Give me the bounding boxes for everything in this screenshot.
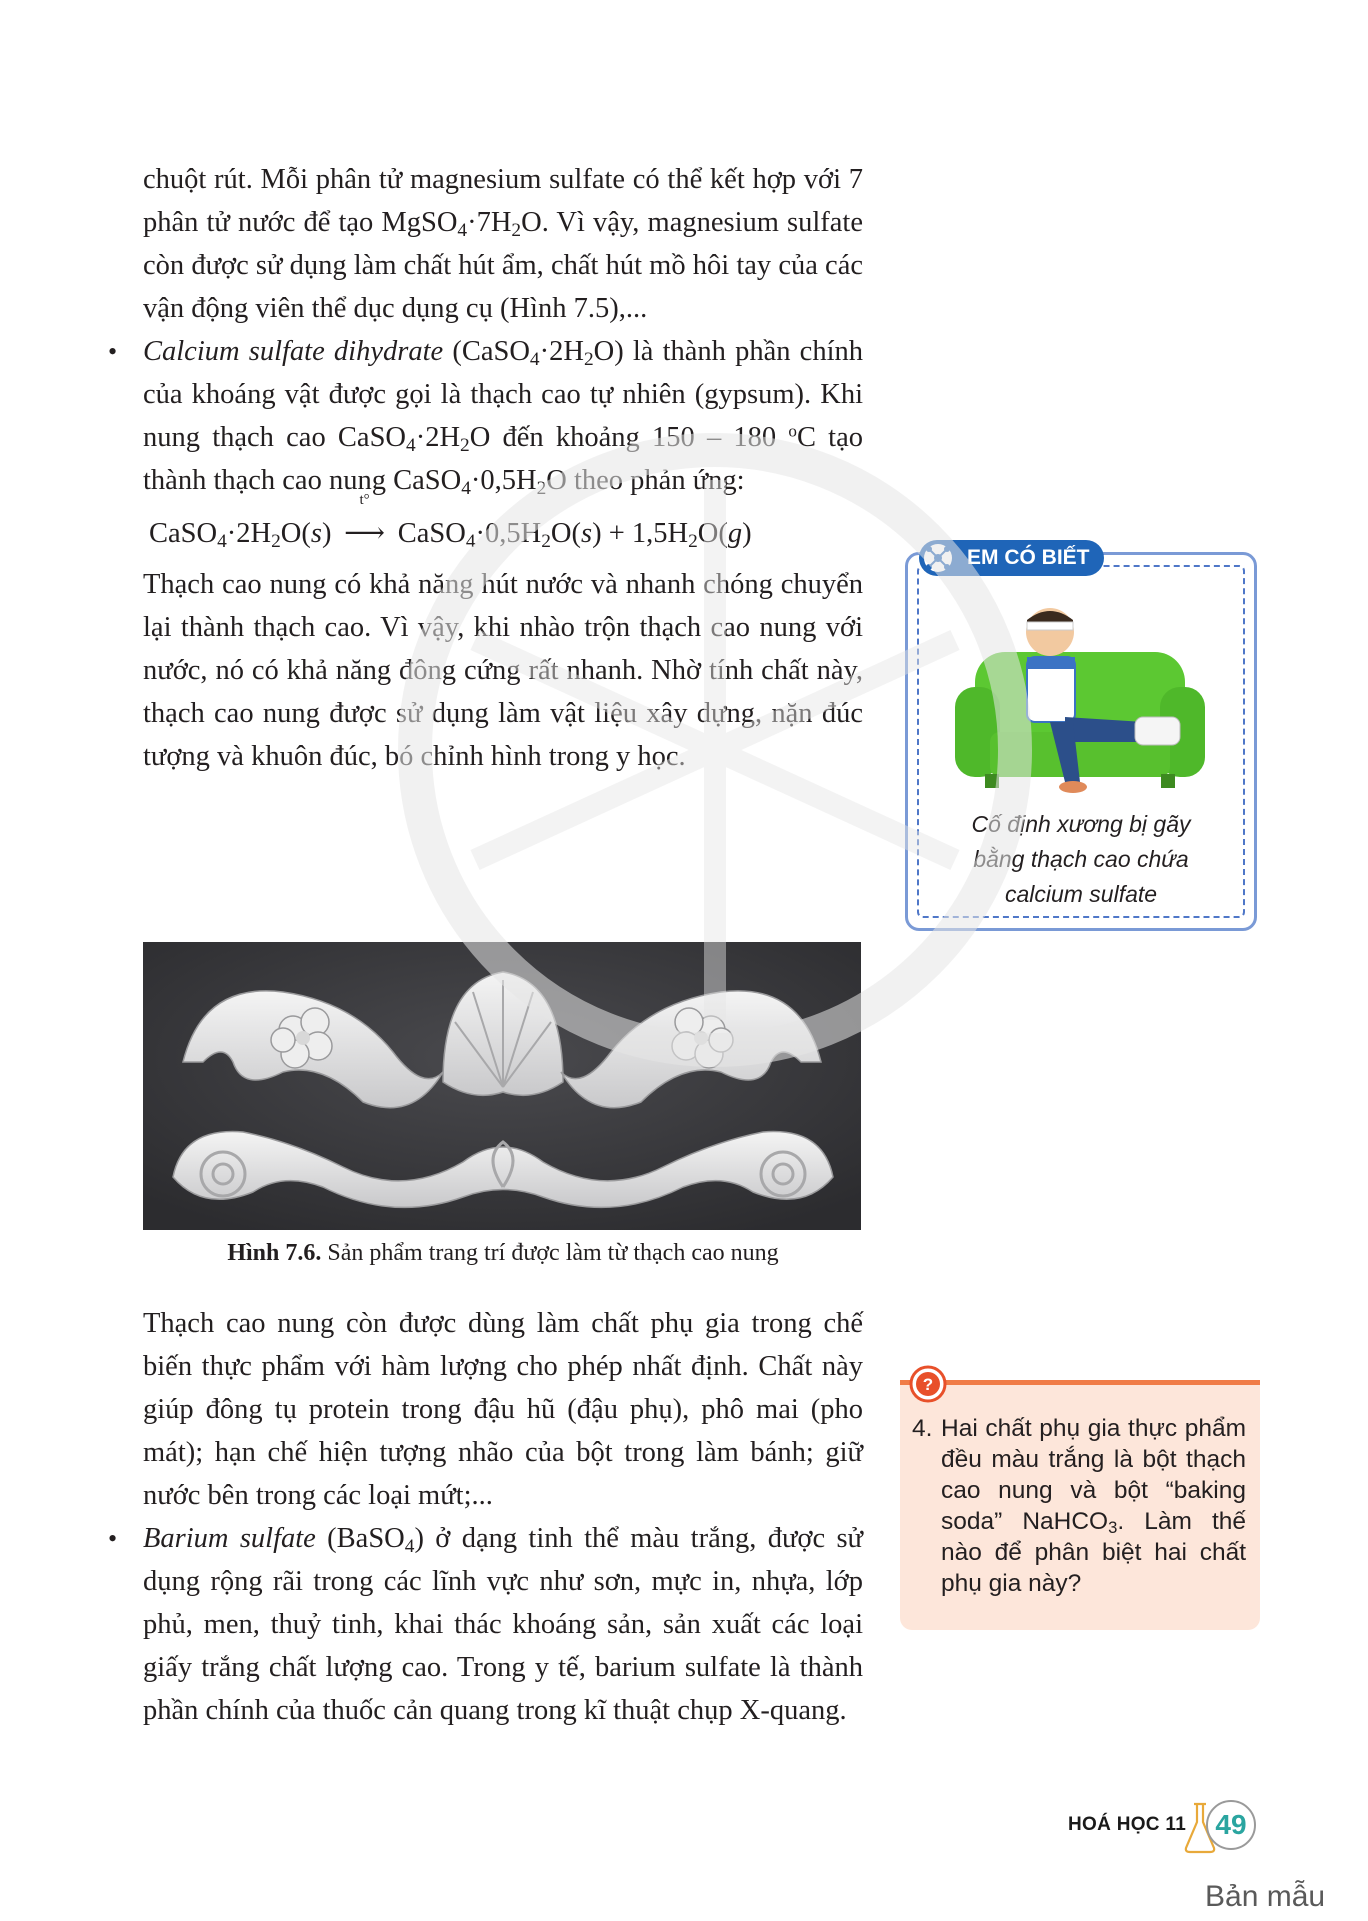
bullet-dot: •: [108, 1524, 118, 1553]
did-you-know-caption: [925, 807, 1237, 912]
page-number: 49: [1206, 1800, 1256, 1850]
paragraph-magnesium-sulfate: [143, 158, 863, 330]
subscript: 4: [404, 1535, 415, 1557]
text-fragment: ): [321, 518, 332, 549]
text-fragment: (BaSO: [315, 1523, 405, 1554]
text-fragment: ): [742, 518, 752, 549]
bullet-dot: •: [108, 337, 118, 366]
text-fragment: ·2H: [415, 422, 461, 453]
subscript: 4: [457, 219, 468, 241]
subscript: 4: [217, 530, 227, 552]
atom-icon: [923, 543, 953, 573]
text-fragment: ·0,5H: [475, 518, 542, 549]
question-number: 4.: [912, 1415, 933, 1442]
text-fragment: O) là thành phần chính của khoáng vật được gọi là thạch cao tự nhiên (gypsum). Khi nung thạch cao CaSO: [143, 336, 863, 453]
main-text-column: [108, 158, 863, 778]
figure-caption-text: Sản phẩm trang trí được làm từ thạch cao nung: [321, 1240, 779, 1266]
text-fragment: (CaSO: [452, 336, 530, 367]
text-fragment: ·7H: [467, 207, 512, 238]
text-fragment: O(: [697, 518, 728, 549]
text-fragment: O theo phản ứng:: [546, 465, 745, 496]
text-fragment: ·2H: [539, 336, 584, 367]
state-symbol: s: [310, 518, 322, 549]
did-you-know-badge: [919, 540, 1104, 576]
text-line: với 7 phân tử nước để tạo MgSO: [143, 164, 863, 238]
text-fragment: O đến khoảng 150 – 180: [469, 422, 789, 453]
text-fragment: ) ở dạng tinh thể màu trắng, được sử dụng rộng rãi trong các lĩnh vực như sơn, mực in, nhựa, lớp phủ, men, thuỷ tinh, khai thác khoáng sản, sản xuất các loại giấy trắng chất lượng cao. Trong y tế, barium sulfate là thành phần chính của thuốc cản quang trong kĩ thuật chụp X-quang.: [143, 1523, 863, 1726]
text-fragment: O(: [550, 518, 581, 549]
text-fragment: ·0,5H: [470, 465, 537, 496]
text-fragment: CaSO: [149, 518, 218, 549]
arrow-condition: t°: [359, 492, 370, 508]
caption-line: calcium sulfate: [1004, 881, 1158, 907]
state-symbol: s: [580, 518, 593, 549]
question-icon: [909, 1365, 947, 1403]
text-fragment: magnesium sulfate còn được sử dụng làm chất hút ẩm, chất hút mồ hôi tay của các vận động viên thể dục dụng cụ (Hình 7.5),...: [143, 207, 863, 324]
term-barium-sulfate: Barium sulfate: [143, 1523, 316, 1554]
state-symbol: g: [727, 518, 743, 549]
text-fragment: Hai chất phụ gia thực phẩm đều màu trắng là bột thạch cao nung và bột “baking soda” NaHCO: [941, 1415, 1246, 1535]
subscript: 4: [529, 348, 540, 370]
text-fragment: C tạo thành thạch cao nung CaSO: [143, 422, 863, 496]
plaster-ornament-image: [143, 942, 861, 1230]
figure-plaster-ornaments: [143, 942, 861, 1230]
page-footer: [1068, 1796, 1268, 1856]
text-fragment: . Làm thế nào để phân biệt hai chất phụ gia này?: [941, 1508, 1247, 1597]
figure-label: Hình 7.6.: [227, 1240, 322, 1266]
main-text-column-2: [108, 1302, 863, 1732]
boy-with-cast-illustration: [955, 582, 1205, 802]
text-fragment: + 1,5H: [601, 518, 689, 549]
did-you-know-title: EM CÓ BIẾT: [967, 546, 1090, 569]
subscript: 4: [461, 477, 471, 499]
subscript: 2: [688, 530, 698, 552]
text-line: chuột rút. Mỗi phân tử magnesium sulfate có thể kết hợp: [143, 164, 797, 195]
watermark-text: Bản mẫu: [1205, 1880, 1326, 1913]
subscript: 2: [583, 348, 594, 370]
reaction-arrow: [339, 492, 391, 555]
text-fragment: CaSO: [397, 518, 466, 549]
question-text: [941, 1413, 1246, 1599]
question-4: [912, 1413, 1246, 1599]
bullet-calcium-sulfate: [108, 330, 863, 502]
bullet-barium-sulfate: [108, 1517, 863, 1732]
caption-line: bằng thạch cao chứa: [973, 846, 1189, 872]
chemical-equation: [143, 492, 863, 555]
caption-line: Cố định xương bị gãy: [971, 811, 1191, 837]
text-fragment: ·2H: [226, 518, 272, 549]
term-calcium-sulfate-dihydrate: Calcium sulfate dihydrate: [143, 336, 444, 367]
subscript: 2: [511, 219, 522, 241]
subscript: 4: [406, 434, 416, 456]
paragraph-plaster-properties: Thạch cao nung có khả năng hút nước và nhanh chóng chuyển lại thành thạch cao. Vì vậy, khi nhào trộn thạch cao nung với nước, nó có khả năng đông cứng rất nhanh. Nhờ tính chất này, thạch cao nung được sử dụng làm vật liệu xây dựng, nặn đúc tượng và khuôn đúc, bó chỉnh hình trong y học.: [143, 569, 863, 772]
subscript: 2: [536, 477, 547, 499]
text-fragment: O. Vì vậy,: [521, 207, 640, 238]
did-you-know-box: [905, 540, 1257, 933]
book-title: HOÁ HỌC 11: [1068, 1814, 1187, 1835]
figure-caption: [143, 1240, 863, 1267]
text-fragment: ): [592, 518, 602, 549]
superscript: o: [788, 421, 797, 441]
arrow-glyph: ⟶: [344, 518, 386, 549]
svg-text:?: ?: [922, 1375, 934, 1394]
question-box: [900, 1365, 1260, 1630]
subscript: 2: [460, 434, 470, 456]
subscript: 3: [1108, 1518, 1118, 1538]
paragraph-food-additive: Thạch cao nung còn được dùng làm chất phụ gia trong chế biến thực phẩm với hàm lượng cho phép nhất định. Chất này giúp đông tụ protein trong đậu hũ (đậu phụ), phô mai (pho mát); hạn chế hiện tượng nhão của bột trong làm bánh; giữ nước bên trong các loại mứt;...: [143, 1308, 863, 1511]
subscript: 2: [541, 530, 551, 552]
subscript: 2: [271, 530, 281, 552]
subscript: 4: [465, 530, 476, 552]
text-fragment: O(: [280, 518, 311, 549]
